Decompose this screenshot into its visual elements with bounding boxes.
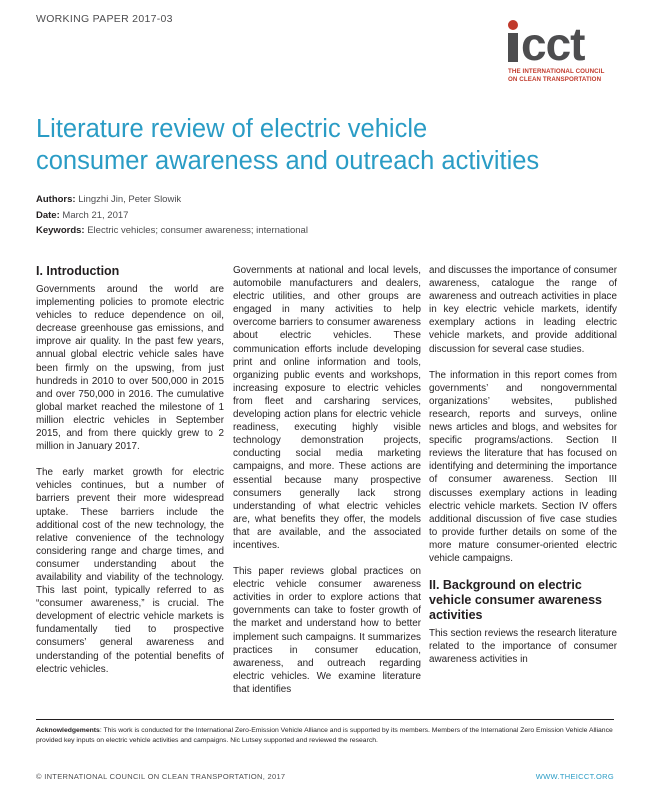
paragraph: The early market growth for electric vehicles continues, but a number of barriers prevent their more widespread uptake. These barriers include the additional cost of the new technology, the relative convenience of the technology considering range and charge times, and consumer understanding about the availability and viability of the technology. This last point, typically referred to as “consumer awareness,” is crucial. The development of electric vehicle markets is fundamentally tied to prospective consumers’ general awareness and understanding of the potential benefits of electric vehicles. — [36, 467, 224, 675]
footer-website-link[interactable]: WWW.THEICCT.ORG — [535, 772, 614, 781]
authors-value: Lingzhi Jin, Peter Slowik — [78, 194, 182, 205]
logo-tagline — [508, 68, 618, 84]
logo-tagline-line-1: THE INTERNATIONAL COUNCIL — [508, 68, 605, 75]
logo-letter-i-icon — [508, 33, 518, 62]
column-2 — [233, 264, 421, 709]
keywords-value: Electric vehicles; consumer awareness; international — [87, 225, 308, 236]
paragraph: This paper reviews global practices on electric vehicle consumer awareness activities in order to explore actions that governments can take to foster growth of the market and understand how to better implement such campaigns. It summarizes practices in consumer education, awareness, and outreach regarding electric vehicles. We examine literature that identifies — [233, 566, 421, 695]
paper-title-line-2: consumer awareness and outreach activities — [36, 147, 540, 175]
section-heading-introduction: I. Introduction — [36, 264, 120, 278]
authors-label: Authors: — [36, 194, 76, 205]
paper-title-line-1: Literature review of electric vehicle — [36, 115, 428, 143]
acknowledgements-text: : This work is conducted for the International Zero-Emission Vehicle Alliance and is supported by its members. Members of the International Zero Emission Vehicle Alliance provided key inputs on electric vehicle activities and campaigns. Nic Lutsey supported and reviewed the research. — [36, 727, 613, 744]
column-1 — [36, 264, 224, 689]
keywords-label: Keywords: — [36, 225, 85, 236]
section-heading-background: II. Background on electric vehicle consumer awareness activities — [429, 578, 603, 623]
series-label: WORKING PAPER 2017-03 — [36, 13, 173, 25]
acknowledgements-label: Acknowledgements — [36, 727, 100, 734]
date-row — [36, 208, 308, 224]
date-value: March 21, 2017 — [62, 209, 129, 221]
icct-logo[interactable] — [508, 10, 618, 84]
logo-tagline-line-2: ON CLEAN TRANSPORTATION — [508, 76, 602, 83]
keywords-row — [36, 223, 308, 239]
footer-copyright: © INTERNATIONAL COUNCIL ON CLEAN TRANSPORTATION, 2017 — [36, 772, 286, 781]
paragraph: and discusses the importance of consumer awareness, catalogue the range of awareness and outreach activities in place in key electric vehicle markets, identify exemplary actions in leading electric vehicle markets, and provide additional discussion for several case studies. — [429, 265, 617, 355]
logo-dot-icon — [508, 20, 518, 30]
date-label: Date: — [36, 209, 60, 221]
column-3 — [429, 264, 617, 679]
logo-wordmark — [508, 10, 618, 70]
paragraph: This section reviews the research literature related to the importance of consumer awareness activities in — [429, 628, 617, 666]
logo-letters: cct — [521, 18, 585, 70]
paragraph: Governments around the world are implementing policies to promote electric vehicles to reduce dependence on oil, decrease greenhouse gas emissions, and improve air quality. In the past few years, annual global electric vehicle sales have been firmly on the upswing, from just hundreds in 2010 to over 500,000 in 2015 and over 750,000 in 2016. The cumulative global market reached the milestone of 1 million electric vehicles in September 2015, and from there quickly grew to 2 million in January 2017. — [36, 284, 224, 453]
paragraph: Governments at national and local levels, automobile manufacturers and dealers, electric utilities, and other groups are engaged in many activities to help overcome barriers to consumer awareness about electric vehicles. These communication efforts include developing print and online information and tools, organizing public events and workshops, increasing exposure to electric vehicles from fleet and carsharing services, developing action plans for electric vehicle readiness, executing highly visible technology demonstration projects, conducting social media marketing campaigns, and more. These actions are essential because many prospective consumers generally lack strong understanding of what electric vehicles are, what benefits they offer, the models that are available, and the associated incentives. — [233, 265, 421, 551]
authors-row — [36, 192, 308, 208]
paper-title — [36, 113, 636, 177]
paragraph: The information in this report comes from governments’ and nongovernmental organizations’ websites, published research, reports and surveys, online news articles and blogs, and websites for specific programs/actions. Section II reviews the literature that has focused on identifying and determining the importance of consumer awareness. Section III discusses exemplary actions in leading electric vehicle markets. Section IV offers additional discussion of five case studies to provide further details on some of the more mature consumer-oriented electric vehicle campaigns. — [429, 369, 617, 564]
paper-meta — [36, 192, 308, 239]
acknowledgements — [36, 719, 614, 745]
